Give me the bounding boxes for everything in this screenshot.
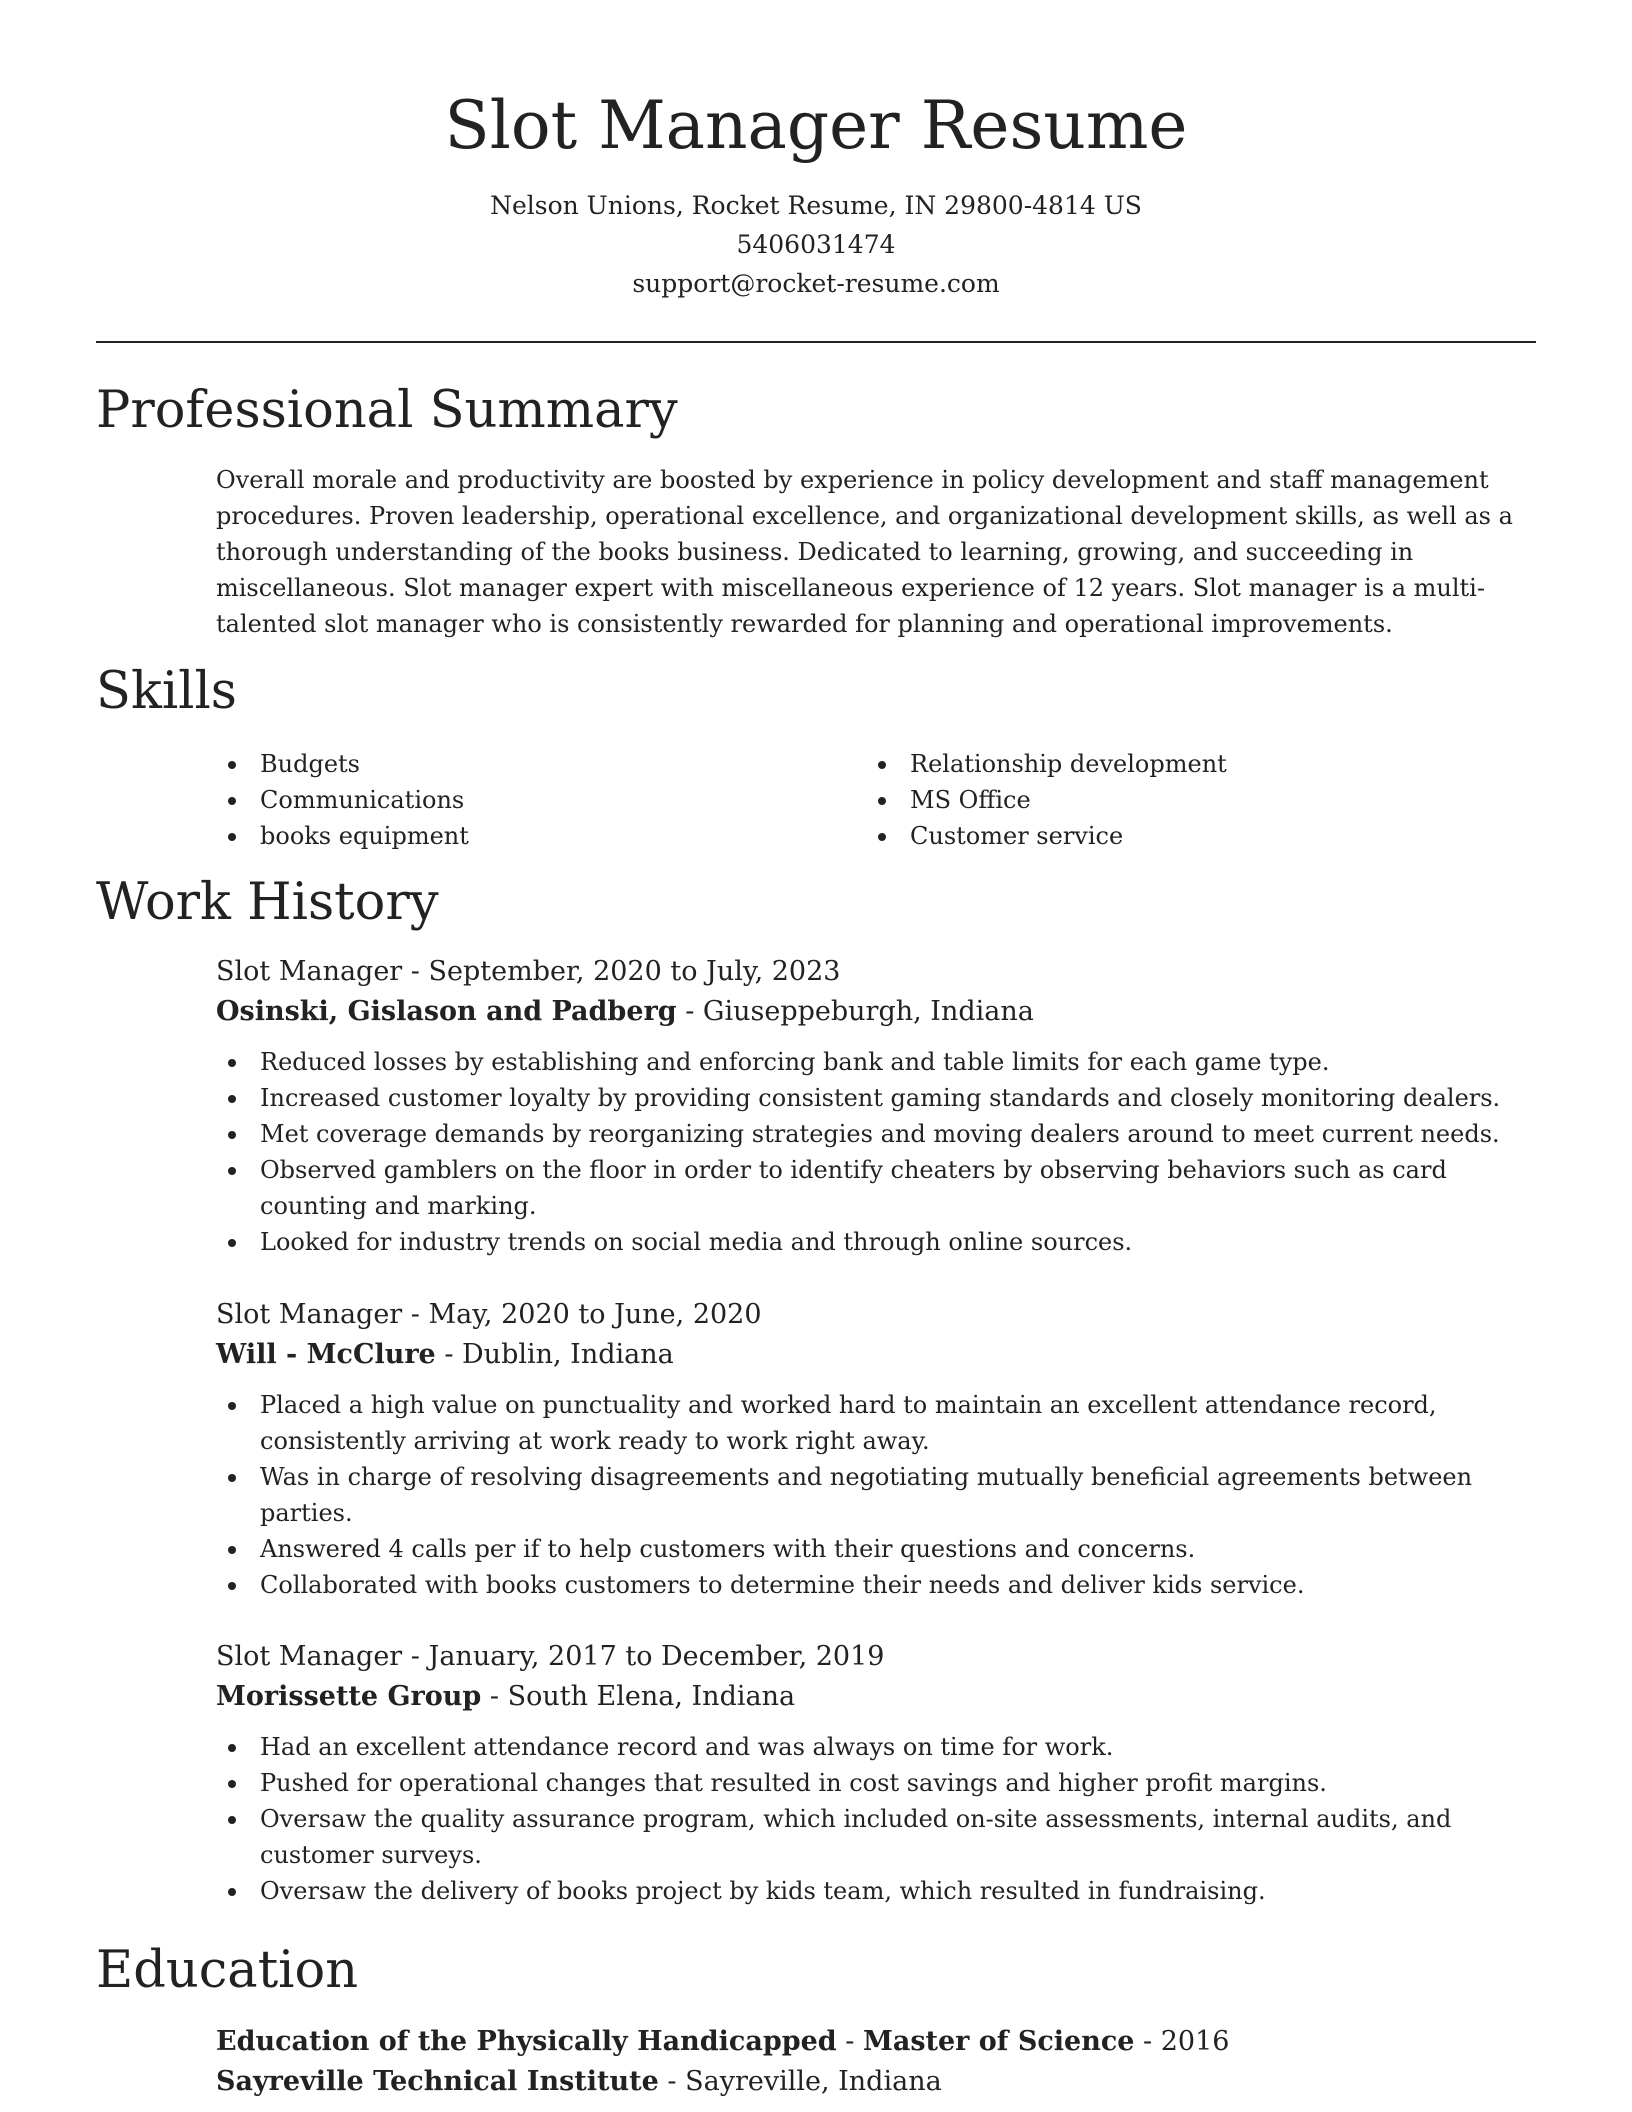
skill-item: Relationship development bbox=[866, 746, 1516, 782]
degree-field: Education of the Physically Handicapped bbox=[216, 2026, 837, 2057]
job-company: Morissette Group bbox=[216, 1681, 482, 1712]
job-dates: May, 2020 to June, 2020 bbox=[428, 1299, 762, 1330]
job-company: Osinski, Gislason and Padberg bbox=[216, 996, 677, 1027]
work-history-heading: Work History bbox=[96, 873, 439, 932]
job-bullet: Increased customer loyalty by providing consistent gaming standards and closely monitoring dealers. bbox=[216, 1080, 1536, 1116]
job-bullet: Met coverage demands by reorganizing strategies and moving dealers around to meet current needs. bbox=[216, 1116, 1536, 1152]
job-bullet: Reduced losses by establishing and enforcing bank and table limits for each game type. bbox=[216, 1044, 1536, 1080]
separator: - bbox=[658, 2066, 686, 2097]
job-bullet: Collaborated with books customers to determine their needs and deliver kids service. bbox=[216, 1567, 1536, 1603]
separator: - bbox=[836, 2026, 863, 2057]
skills-column-left bbox=[216, 746, 866, 854]
job-company-line bbox=[216, 1677, 1536, 1717]
job-title: Slot Manager bbox=[216, 956, 403, 987]
job-bullet: Was in charge of resolving disagreements and negotiating mutually beneficial agreements between parties. bbox=[216, 1459, 1536, 1531]
job-location: South Elena, Indiana bbox=[507, 1681, 796, 1712]
school-location: Sayreville, Indiana bbox=[685, 2066, 942, 2097]
skill-item: Customer service bbox=[866, 818, 1516, 854]
job-bullets bbox=[216, 1387, 1536, 1603]
job-company-line bbox=[216, 1335, 1536, 1375]
job-entry bbox=[216, 1637, 1536, 1909]
job-bullet: Looked for industry trends on social media and through online sources. bbox=[216, 1224, 1536, 1260]
job-title: Slot Manager bbox=[216, 1299, 403, 1330]
degree: Master of Science bbox=[862, 2026, 1135, 2057]
graduation-year: 2016 bbox=[1160, 2026, 1230, 2057]
separator: - bbox=[481, 1681, 508, 1712]
summary-text: Overall morale and productivity are boosted by experience in policy development and staff management procedures. Proven leadership, operational excellence, and organizational development skills, as well as a thorough understanding of the books business. Dedicated to learning, growing, and succeeding in miscellaneous. Slot manager expert with miscellaneous experience of 12 years. Slot manager is a multi-talented slot manager who is consistently rewarded for planning and operational improvements. bbox=[216, 466, 1513, 638]
education-school-line bbox=[216, 2062, 1536, 2102]
education-entry bbox=[216, 2022, 1536, 2102]
job-company-line bbox=[216, 992, 1536, 1032]
separator: - bbox=[402, 956, 429, 987]
job-entry bbox=[216, 952, 1536, 1260]
separator: - bbox=[402, 1299, 429, 1330]
job-title-line bbox=[216, 1637, 1536, 1677]
skill-item: Budgets bbox=[216, 746, 866, 782]
separator: - bbox=[435, 1339, 463, 1370]
skill-item: Communications bbox=[216, 782, 866, 818]
education-degree-line bbox=[216, 2022, 1536, 2062]
resume-title: Slot Manager Resume bbox=[444, 87, 1188, 164]
job-bullet: Had an excellent attendance record and was always on time for work. bbox=[216, 1729, 1536, 1765]
resume-header bbox=[0, 84, 1632, 303]
job-title-line bbox=[216, 1295, 1536, 1335]
job-title-line bbox=[216, 952, 1536, 992]
job-dates: January, 2017 to December, 2019 bbox=[428, 1641, 885, 1672]
contact-phone: 5406031474 bbox=[736, 230, 896, 259]
job-bullet: Oversaw the quality assurance program, which included on-site assessments, internal audits, and customer surveys. bbox=[216, 1801, 1536, 1873]
header-divider bbox=[96, 341, 1536, 343]
separator: - bbox=[676, 996, 703, 1027]
contact-email: support@rocket-resume.com bbox=[632, 269, 1000, 298]
summary-heading: Professional Summary bbox=[96, 381, 678, 440]
job-bullets bbox=[216, 1729, 1536, 1909]
school-name: Sayreville Technical Institute bbox=[216, 2066, 659, 2097]
job-title: Slot Manager bbox=[216, 1641, 403, 1672]
job-location: Giuseppeburgh, Indiana bbox=[702, 996, 1034, 1027]
job-bullet: Answered 4 calls per if to help customers with their questions and concerns. bbox=[216, 1531, 1536, 1567]
skills-column-right bbox=[866, 746, 1516, 854]
skill-item: books equipment bbox=[216, 818, 866, 854]
contact-address: Nelson Unions, Rocket Resume, IN 29800-4814 US bbox=[490, 191, 1142, 220]
separator: - bbox=[402, 1641, 429, 1672]
skills-heading: Skills bbox=[96, 662, 237, 721]
job-bullet: Observed gamblers on the floor in order to identify cheaters by observing behaviors such as card counting and marking. bbox=[216, 1152, 1536, 1224]
job-dates: September, 2020 to July, 2023 bbox=[428, 956, 841, 987]
skill-item: MS Office bbox=[866, 782, 1516, 818]
job-bullet: Placed a high value on punctuality and worked hard to maintain an excellent attendance record, consistently arriving at work ready to work right away. bbox=[216, 1387, 1536, 1459]
education-heading: Education bbox=[96, 1941, 359, 2000]
skills-list bbox=[216, 746, 1536, 854]
contact-info bbox=[0, 186, 1632, 303]
job-entry bbox=[216, 1295, 1536, 1603]
job-bullet: Pushed for operational changes that resulted in cost savings and higher profit margins. bbox=[216, 1765, 1536, 1801]
separator: - bbox=[1134, 2026, 1161, 2057]
job-bullet: Oversaw the delivery of books project by kids team, which resulted in fundraising. bbox=[216, 1873, 1536, 1909]
job-location: Dublin, Indiana bbox=[462, 1339, 674, 1370]
job-bullets bbox=[216, 1044, 1536, 1260]
job-company: Will - McClure bbox=[216, 1339, 436, 1370]
